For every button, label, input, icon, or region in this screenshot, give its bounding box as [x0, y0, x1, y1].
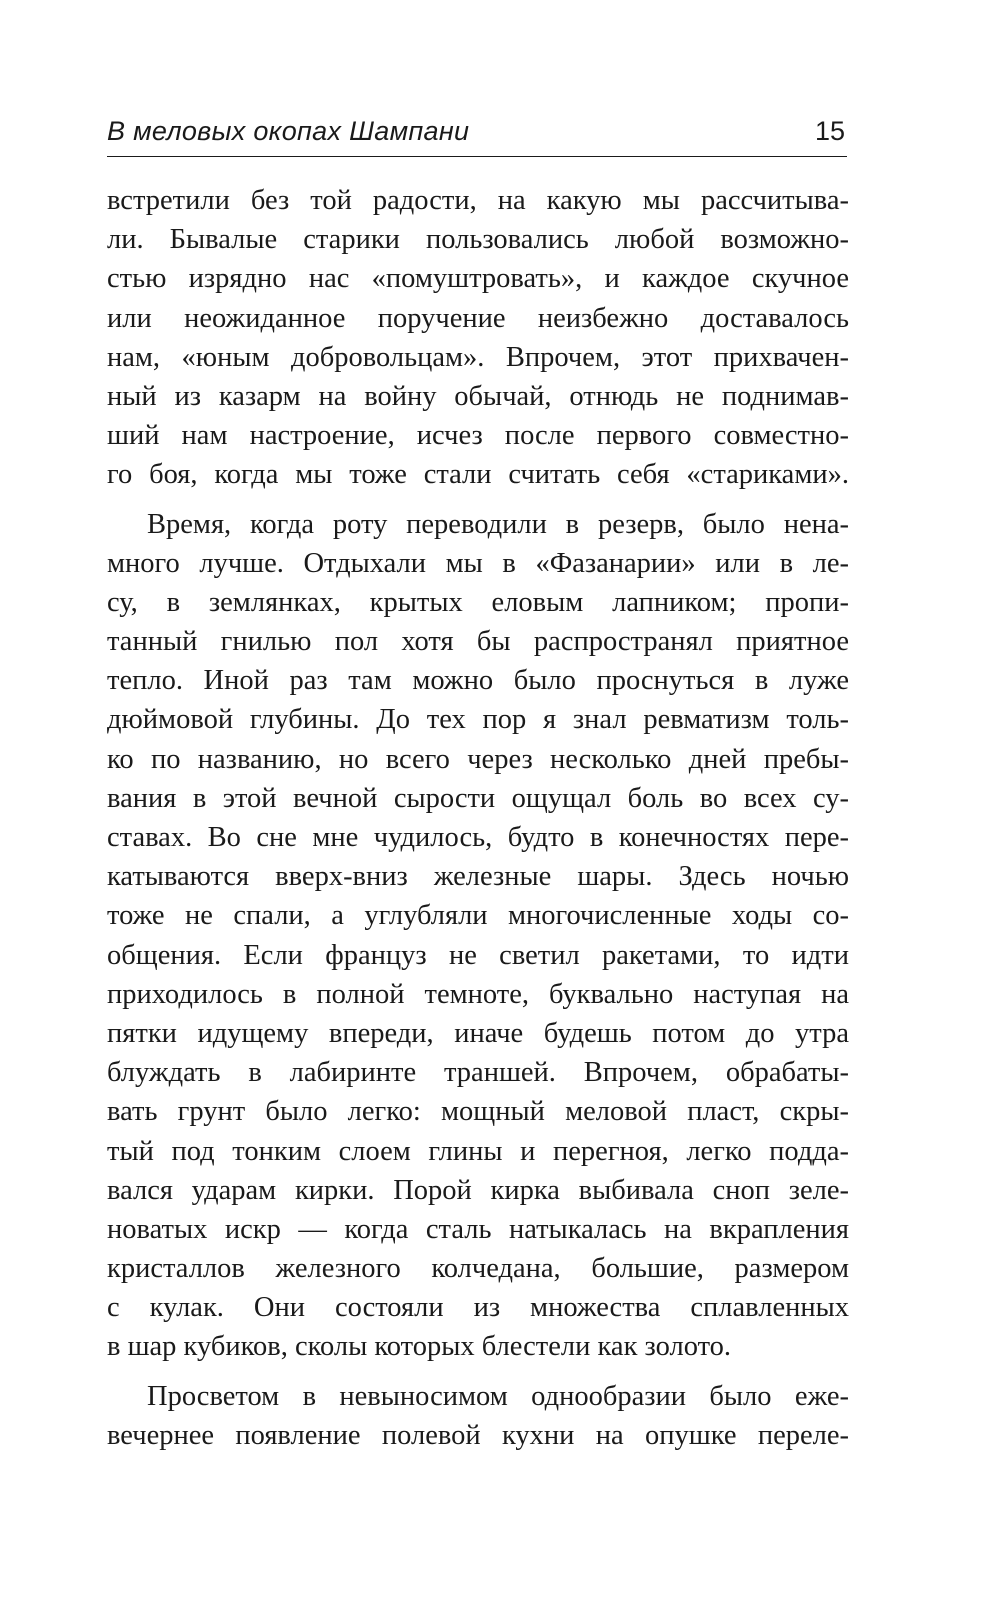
text-line: Время, когда роту переводили в резерв, было нена-: [147, 508, 849, 540]
text-line: танный гнилью пол хотя бы распространял приятное: [107, 626, 849, 658]
text-line: го боя, когда мы тоже стали считать себя «стариками».: [107, 459, 849, 491]
text-line: ший нам настроение, исчез после первого совместно-: [107, 420, 849, 452]
text-line: Просветом в невыносимом однообразии было еже-: [147, 1380, 849, 1412]
text-line: в шар кубиков, сколы которых блестели как золото.: [107, 1331, 732, 1363]
text-line: нам, «юным добровольцам». Впрочем, этот прихвачен-: [107, 341, 849, 373]
paragraph-3: [107, 1377, 849, 1455]
text-line: много лучше. Отдыхали мы в «Фазанарии» или в ле-: [107, 547, 849, 579]
text-line: ный из казарм на войну обычай, отнюдь не поднимав-: [107, 380, 849, 412]
body-text: [107, 181, 849, 1455]
text-line: ставах. Во сне мне чудилось, будто в конечностях пере-: [107, 822, 849, 853]
text-line: новатых искр — когда сталь натыкалась на вкрапления: [107, 1213, 849, 1245]
text-line: вался ударам кирки. Порой кирка выбивала сноп зеле-: [107, 1174, 849, 1206]
text-line: тый под тонким слоем глины и перегноя, легко подда-: [107, 1135, 849, 1167]
paragraph-2: [107, 505, 849, 1367]
text-line: тоже не спали, а углубляли многочисленные ходы со-: [107, 900, 849, 932]
text-line: вечернее появление полевой кухни на опушке переле-: [107, 1419, 849, 1451]
text-line: пятки идущему впереди, иначе будешь потом до утра: [107, 1017, 849, 1049]
text-line: дюймовой глубины. До тех пор я знал ревматизм толь-: [107, 704, 849, 736]
text-line: общения. Если француз не светил ракетами, то идти: [107, 939, 849, 971]
text-line: вать грунт было легко: мощный меловой пласт, скры-: [107, 1096, 849, 1128]
text-line: блуждать в лабиринте траншей. Впрочем, обрабаты-: [107, 1057, 849, 1089]
text-line: катываются вверх-вниз железные шары. Здесь ночью: [107, 861, 849, 893]
text-line: приходилось в полной темноте, буквально наступая на: [107, 978, 849, 1010]
text-line: с кулак. Они состояли из множества сплавленных: [107, 1292, 849, 1324]
page-number: 15: [814, 116, 845, 146]
text-line: кристаллов железного колчедана, большие, размером: [107, 1253, 849, 1285]
text-line: ко по названию, но всего через несколько дней пребы-: [107, 743, 849, 775]
text-line: вания в этой вечной сырости ощущал боль во всех су-: [107, 782, 849, 814]
paragraph-1: [107, 181, 849, 495]
running-header: [107, 112, 847, 157]
text-line: ли. Бывалые старики пользовались любой возможно-: [107, 224, 849, 256]
text-line: су, в землянках, крытых еловым лапником; пропи-: [107, 586, 849, 618]
text-line: тепло. Иной раз там можно было проснуться в луже: [107, 665, 849, 697]
text-line: встретили без той радости, на какую мы рассчитыва-: [107, 185, 849, 216]
text-line: стью изрядно нас «помуштровать», и каждое скучное: [107, 263, 849, 295]
text-line: или неожиданное поручение неизбежно доставалось: [107, 302, 849, 334]
running-title: В меловых окопах Шампани: [107, 116, 470, 146]
